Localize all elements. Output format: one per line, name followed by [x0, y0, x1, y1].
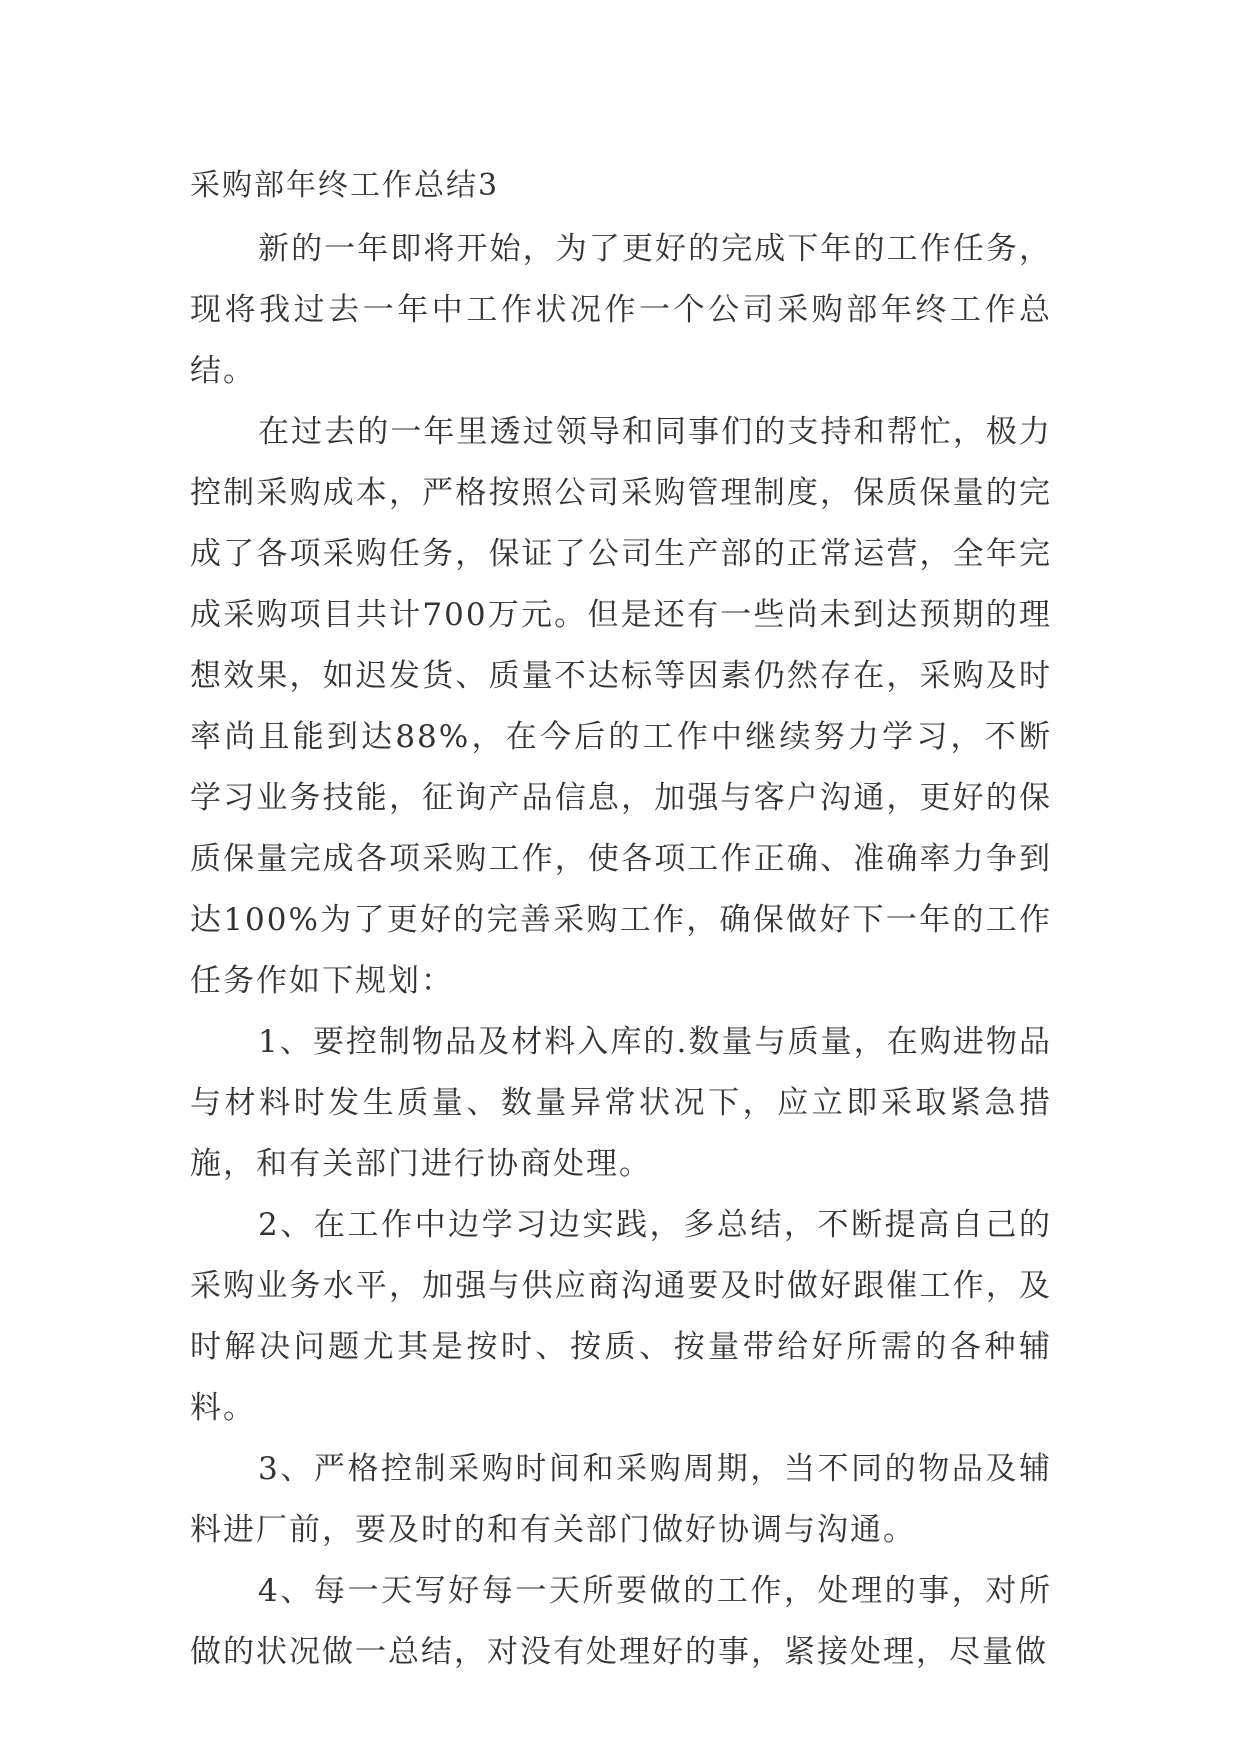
paragraph-plan-1: 1、要控制物品及材料入库的.数量与质量，在购进物品与材料时发生质量、数量异常状况下，应立即采取紧急措施，和有关部门进行协商处理。 — [190, 1024, 1052, 1182]
paragraph-review: 在过去的一年里透过领导和同事们的支持和帮忙，极力控制采购成本，严格按照公司采购管理制度，保质保量的完成了各项采购任务，保证了公司生产部的正常运营，全年完成采购项目共计700万元。但是还有一些尚未到达预期的理想效果，如迟发货、质量不达标等因素仍然存在，采购及时率尚且能到达88%，在今后的工作中继续努力学习，不断学习业务技能，征询产品信息，加强与客户沟通，更好的保质保量完成各项采购工作，使各项工作正确、准确率力争到达100%为了更好的完善采购工作，确保做好下一年的工作任务作如下规划： — [190, 414, 1052, 999]
document-title: 采购部年终工作总结3 — [190, 168, 500, 203]
document-body — [190, 219, 1052, 1683]
paragraph-plan-2: 2、在工作中边学习边实践，多总结，不断提高自己的采购业务水平，加强与供应商沟通要及时做好跟催工作，及时解决问题尤其是按时、按质、按量带给好所需的各种辅料。 — [190, 1207, 1052, 1426]
paragraph-plan-3: 3、严格控制采购时间和采购周期，当不同的物品及辅料进厂前，要及时的和有关部门做好协调与沟通。 — [190, 1451, 1052, 1548]
paragraph-intro: 新的一年即将开始，为了更好的完成下年的工作任务，现将我过去一年中工作状况作一个公司采购部年终工作总结。 — [190, 231, 1052, 389]
paragraph-plan-4: 4、每一天写好每一天所要做的工作，处理的事，对所做的状况做一总结，对没有处理好的事，紧接处理，尽量做 — [190, 1573, 1052, 1670]
